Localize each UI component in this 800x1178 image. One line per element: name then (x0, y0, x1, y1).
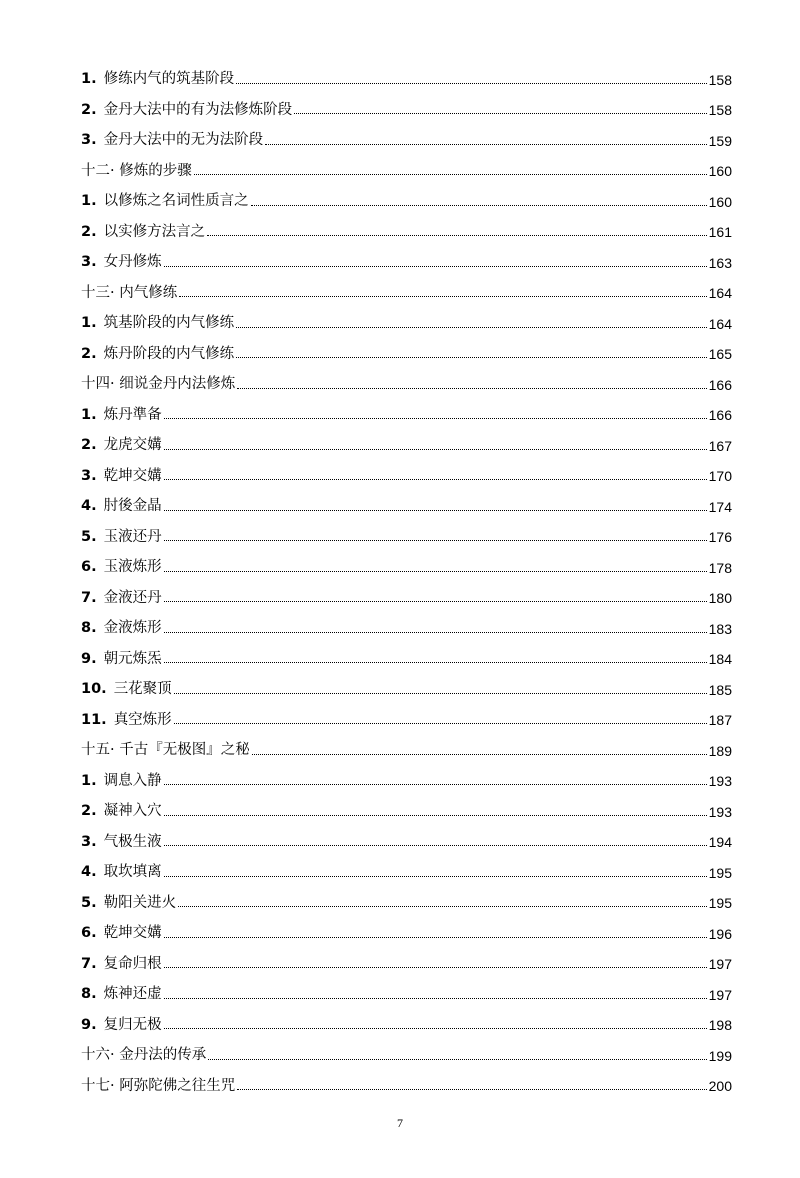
toc-entry-page: 164 (708, 315, 732, 332)
toc-entry-page: 170 (708, 468, 732, 484)
toc-entry[interactable] (81, 270, 732, 301)
toc-entry-title: 炼丹阶段的内气修练 (103, 345, 235, 362)
toc-entry-number: 6. (81, 559, 97, 575)
toc-entry-number: 2. (81, 803, 97, 819)
toc-entry-page: 195 (708, 864, 732, 881)
dot-leader (164, 448, 707, 450)
dot-leader (178, 905, 707, 907)
toc-entry-number: 3. (81, 833, 97, 850)
toc-entry[interactable] (81, 300, 732, 331)
toc-entry-page: 183 (708, 620, 732, 637)
toc-entry-title: 调息入静 (103, 772, 162, 789)
toc-entry-page: 198 (708, 1017, 732, 1033)
toc-entry-page: 174 (708, 498, 732, 515)
dot-leader (164, 509, 707, 511)
toc-entry-page: 167 (708, 437, 732, 454)
toc-entry-title: 十二· 修炼的步骤 (81, 162, 192, 179)
toc-entry[interactable] (81, 758, 732, 789)
toc-entry-title: 气极生液 (103, 833, 162, 850)
dot-leader (164, 539, 707, 541)
dot-leader (164, 417, 707, 419)
toc-entry-page: 166 (708, 407, 732, 423)
dot-leader (294, 112, 707, 114)
toc-entry[interactable] (81, 331, 732, 362)
dot-leader (164, 265, 707, 267)
toc-entry-page: 180 (708, 590, 732, 606)
toc-entry-number: 1. (81, 315, 97, 331)
toc-entry-title: 玉液还丹 (103, 528, 162, 545)
toc-entry-number: 7. (81, 955, 97, 972)
toc-entry[interactable] (81, 1063, 732, 1094)
toc-entry-title: 修练内气的筑基阶段 (103, 71, 235, 87)
toc-entry-title: 十五· 千古『无极图』之秘 (81, 742, 250, 758)
toc-entry[interactable] (81, 605, 732, 636)
toc-entry-title: 三花聚顶 (113, 681, 172, 697)
toc-entry-number: 7. (81, 589, 97, 606)
toc-entry-page: 200 (708, 1078, 732, 1094)
toc-entry-page: 196 (708, 925, 732, 942)
toc-entry-page: 187 (708, 712, 732, 728)
toc-entry-page: 195 (708, 895, 732, 911)
toc-entry-title: 取坎填离 (103, 864, 162, 880)
toc-entry[interactable] (81, 148, 732, 179)
toc-entry-title: 以实修方法言之 (103, 223, 206, 240)
dot-leader (237, 387, 706, 389)
dot-leader (174, 692, 707, 694)
page-number-footer: 7 (397, 1116, 403, 1130)
toc-entry[interactable] (81, 910, 732, 941)
dot-leader (174, 722, 707, 724)
toc-entry-title: 十四· 细说金丹内法修炼 (81, 376, 236, 392)
toc-entry[interactable] (81, 666, 732, 697)
toc-entry-number: 1. (81, 193, 97, 209)
toc-entry[interactable] (81, 636, 732, 667)
toc-entry-title: 十六· 金丹法的传承 (81, 1047, 207, 1063)
toc-entry-number: 1. (81, 406, 97, 423)
dot-leader (164, 570, 707, 572)
toc-entry[interactable] (81, 361, 732, 392)
toc-entry[interactable] (81, 971, 732, 1002)
dot-leader (208, 1058, 706, 1060)
toc-entry[interactable] (81, 392, 732, 423)
toc-entry-page: 197 (708, 986, 732, 1003)
toc-entry-title: 炼丹準备 (103, 406, 162, 423)
toc-entry-title: 复命归根 (103, 955, 162, 972)
toc-entry-title: 十三· 内气修练 (81, 284, 178, 301)
toc-entry[interactable] (81, 483, 732, 514)
toc-entry-number: 1. (81, 71, 97, 87)
toc-entry[interactable] (81, 453, 732, 484)
dot-leader (164, 1027, 707, 1029)
dot-leader (251, 204, 707, 206)
dot-leader (179, 295, 706, 297)
toc-entry-number: 2. (81, 101, 97, 118)
toc-entry[interactable] (81, 880, 732, 911)
toc-entry[interactable] (81, 941, 732, 972)
table-of-contents (81, 56, 732, 1093)
toc-entry[interactable] (81, 514, 732, 545)
toc-entry[interactable] (81, 178, 732, 209)
toc-entry-page: 176 (708, 529, 732, 545)
toc-entry-number: 8. (81, 620, 97, 636)
toc-entry[interactable] (81, 575, 732, 606)
toc-entry-title: 以修炼之名词性质言之 (103, 193, 249, 209)
toc-entry-number: 4. (81, 864, 97, 880)
dot-leader (164, 844, 707, 846)
toc-entry-page: 193 (708, 773, 732, 789)
toc-entry-page: 163 (708, 254, 732, 271)
toc-entry[interactable] (81, 544, 732, 575)
toc-entry-title: 凝神入穴 (103, 803, 162, 819)
dot-leader (164, 814, 707, 816)
dot-leader (164, 936, 707, 938)
dot-leader (164, 966, 707, 968)
toc-entry-page: 164 (708, 285, 732, 301)
dot-leader (236, 326, 707, 328)
toc-entry-page: 194 (708, 834, 732, 850)
toc-entry-title: 女丹修炼 (103, 254, 162, 270)
toc-entry-number: 3. (81, 132, 97, 148)
toc-entry-number: 3. (81, 467, 97, 484)
dot-leader (164, 997, 707, 999)
toc-entry-page: 178 (708, 559, 732, 576)
toc-entry-number: 6. (81, 925, 97, 941)
dot-leader (164, 631, 707, 633)
toc-entry-number: 4. (81, 498, 97, 514)
dot-leader (164, 783, 707, 785)
toc-entry-title: 十七· 阿弥陀佛之往生咒 (81, 1077, 236, 1094)
toc-entry-number: 10. (81, 681, 107, 697)
toc-entry[interactable] (81, 819, 732, 850)
toc-entry-page: 160 (708, 163, 732, 179)
dot-leader (265, 143, 707, 145)
dot-leader (236, 82, 707, 84)
toc-entry-title: 复归无极 (103, 1016, 162, 1033)
toc-entry-title: 炼神还虚 (103, 986, 162, 1002)
toc-entry-page: 193 (708, 803, 732, 820)
toc-entry-page: 161 (708, 224, 732, 240)
toc-entry-page: 165 (708, 346, 732, 362)
toc-entry-title: 真空炼形 (113, 711, 172, 728)
toc-entry-title: 玉液炼形 (103, 559, 162, 575)
toc-entry-title: 乾坤交媾 (103, 925, 162, 941)
toc-entry-page: 159 (708, 132, 732, 149)
toc-entry-page: 189 (708, 742, 732, 759)
toc-entry[interactable] (81, 849, 732, 880)
dot-leader (164, 478, 707, 480)
toc-entry-title: 金丹大法中的有为法修炼阶段 (103, 101, 293, 118)
toc-entry-number: 3. (81, 254, 97, 270)
toc-entry-page: 197 (708, 956, 732, 972)
toc-entry-page: 185 (708, 681, 732, 698)
toc-entry-page: 158 (708, 102, 732, 118)
toc-entry-title: 勒阳关进火 (103, 894, 177, 911)
toc-entry-title: 肘後金晶 (103, 498, 162, 514)
dot-leader (252, 753, 707, 755)
toc-entry[interactable] (81, 209, 732, 240)
dot-leader (237, 1088, 706, 1090)
dot-leader (194, 173, 707, 175)
toc-entry-number: 5. (81, 894, 97, 911)
toc-entry-number: 8. (81, 986, 97, 1002)
toc-entry-page: 158 (708, 71, 732, 88)
dot-leader (164, 661, 707, 663)
toc-entry[interactable] (81, 1032, 732, 1063)
toc-entry-number: 11. (81, 711, 107, 728)
toc-entry-title: 金丹大法中的无为法阶段 (103, 132, 264, 148)
dot-leader (207, 234, 707, 236)
dot-leader (164, 875, 707, 877)
toc-entry[interactable] (81, 117, 732, 148)
toc-entry[interactable] (81, 422, 732, 453)
toc-entry-title: 筑基阶段的内气修练 (103, 315, 235, 331)
toc-entry-number: 5. (81, 528, 97, 545)
toc-entry-title: 朝元炼炁 (103, 650, 162, 667)
toc-entry-page: 184 (708, 651, 732, 667)
toc-entry-number: 2. (81, 437, 97, 453)
toc-entry-title: 龙虎交媾 (103, 437, 162, 453)
toc-entry-number: 2. (81, 223, 97, 240)
toc-entry-page: 199 (708, 1047, 732, 1064)
toc-entry-page: 160 (708, 193, 732, 210)
toc-entry[interactable] (81, 56, 732, 87)
toc-entry-title: 乾坤交媾 (103, 467, 162, 484)
toc-entry-number: 1. (81, 772, 97, 789)
toc-entry[interactable] (81, 239, 732, 270)
toc-entry-title: 金液还丹 (103, 589, 162, 606)
dot-leader (236, 356, 707, 358)
toc-entry-page: 166 (708, 376, 732, 393)
toc-entry[interactable] (81, 788, 732, 819)
toc-entry[interactable] (81, 727, 732, 758)
toc-entry-number: 9. (81, 650, 97, 667)
toc-entry[interactable] (81, 697, 732, 728)
toc-entry-title: 金液炼形 (103, 620, 162, 636)
dot-leader (164, 600, 707, 602)
toc-entry[interactable] (81, 1002, 732, 1033)
toc-entry[interactable] (81, 87, 732, 118)
toc-entry-number: 2. (81, 345, 97, 362)
toc-entry-number: 9. (81, 1016, 97, 1033)
